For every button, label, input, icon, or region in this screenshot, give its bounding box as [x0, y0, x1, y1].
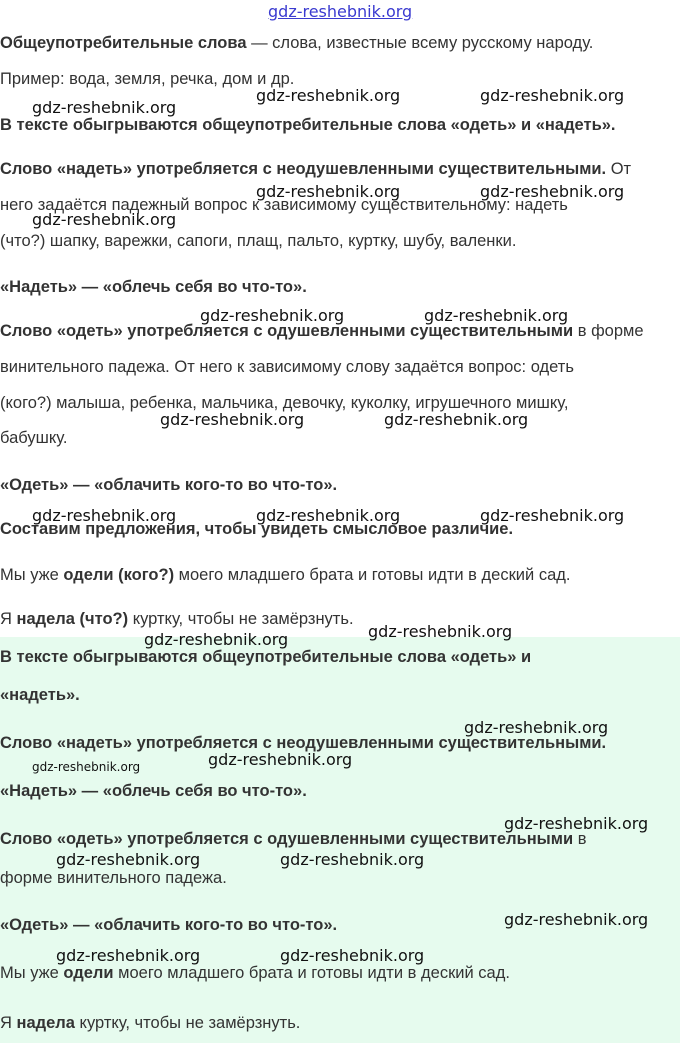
watermark-text: gdz-reshebnik.org [368, 622, 513, 641]
nadet-rule-bold: Слово «надеть» употребляется с неодушевленными существительными. [0, 160, 607, 178]
answer-nadet-rule: Слово «надеть» употребляется с неодушевленными существительными. [0, 734, 607, 752]
nadet-rule-line2: него задаётся падежный вопрос к зависимому существительному: надеть [0, 196, 568, 214]
answer-nadet-meaning: «Надеть» — «облечь себя во что-то». [0, 782, 307, 800]
watermark-text: gdz-reshebnik.org [280, 850, 425, 869]
watermark-text: gdz-reshebnik.org [32, 98, 177, 117]
odet-rule-rest: в форме [573, 322, 644, 340]
watermark-top-link[interactable]: gdz-reshebnik.org [268, 2, 413, 21]
definition-paragraph [0, 34, 593, 53]
watermark-text: gdz-reshebnik.org [208, 750, 353, 769]
answer-odet-rule-line2: форме винительного падежа. [0, 869, 227, 887]
answer-odet-rule-line1: Слово «одеть» употребляется с одушевленными существительными в [0, 830, 587, 848]
odet-meaning-bold: «Одеть» — «облачить кого-то во что-то». [0, 476, 338, 494]
watermark-text: gdz-reshebnik.org [504, 814, 649, 833]
example-paragraph: Пример: вода, земля, речка, дом и др. [0, 70, 295, 88]
watermark-text: gdz-reshebnik.org [504, 910, 649, 929]
nadet-rule-line3: (что?) шапку, варежки, сапоги, плащ, пальто, куртку, шубу, валенки. [0, 232, 517, 250]
odet-rule-line4: бабушку. [0, 429, 68, 447]
watermark-text: gdz-reshebnik.org [256, 182, 401, 201]
odet-rule-line3: (кого?) малыша, ребенка, мальчика, девочку, куколку, игрушечного мишку, [0, 394, 569, 412]
watermark-text: gdz-reshebnik.org [480, 86, 625, 105]
intro-bold-text: В тексте обыгрываются общеупотребительные слова «одеть» и «надеть». [0, 116, 616, 134]
watermark-text: gdz-reshebnik.org [384, 410, 529, 429]
watermark-text: gdz-reshebnik.org [32, 506, 177, 525]
odet-rule-line2: винительного падежа. От него к зависимому слову задаётся вопрос: одеть [0, 358, 574, 376]
watermark-text: gdz-reshebnik.org [56, 850, 201, 869]
answer-intro-line2: «надеть». [0, 686, 80, 704]
watermark-text: gdz-reshebnik.org [256, 86, 401, 105]
watermark-text: gdz-reshebnik.org [56, 946, 201, 965]
watermark-text: gdz-reshebnik.org [280, 946, 425, 965]
odeli-bold: одели (кого?) [63, 566, 175, 584]
compose-sentences-bold: Составим предложения, чтобы увидеть смысловое различие. [0, 520, 514, 538]
watermark-text: gdz-reshebnik.org [464, 718, 609, 737]
watermark-text: gdz-reshebnik.org [160, 410, 305, 429]
odet-meaning [0, 476, 337, 495]
example-sentence-odeli: Мы уже одели (кого?) моего младшего брата и готовы идти в деский сад. [0, 566, 571, 584]
nadela-bold: надела (что?) [16, 610, 129, 628]
watermark-text: gdz-reshebnik.org [32, 210, 177, 229]
answer-intro-bold: В тексте обыгрываются общеупотребительные слова «одеть» и [0, 648, 532, 666]
answer-sentence-nadela: Я надела куртку, чтобы не замёрзнуть. [0, 1014, 301, 1032]
answer-odet-meaning: «Одеть» — «облачить кого-то во что-то». [0, 916, 338, 934]
nadet-meaning [0, 278, 307, 297]
intro-bold-paragraph [0, 116, 616, 135]
term-bold: Общеупотребительные слова [0, 34, 247, 52]
watermark-text: gdz-reshebnik.org [480, 506, 625, 525]
watermark-text: gdz-reshebnik.org [424, 306, 569, 325]
odet-rule-bold: Слово «одеть» употребляется с одушевленными существительными [0, 322, 574, 340]
watermark-text: gdz-reshebnik.org [480, 182, 625, 201]
nadet-rule-rest: От [606, 160, 632, 178]
example-sentence-nadela: Я надела (что?) куртку, чтобы не замёрзнуть. [0, 610, 354, 628]
answer-sentence-odeli: Мы уже одели моего младшего брата и готовы идти в деский сад. [0, 964, 510, 982]
watermark-text: gdz-reshebnik.org [200, 306, 345, 325]
watermark-text: gdz-reshebnik.org [32, 760, 141, 774]
answer-intro-line1 [0, 648, 531, 667]
definition-text: — слова, известные всему русскому народу. [246, 34, 594, 52]
nadet-meaning-bold: «Надеть» — «облечь себя во что-то». [0, 278, 307, 296]
watermark-text: gdz-reshebnik.org [256, 506, 401, 525]
nadet-rule-line1 [0, 160, 631, 179]
watermark-text: gdz-reshebnik.org [144, 630, 289, 649]
